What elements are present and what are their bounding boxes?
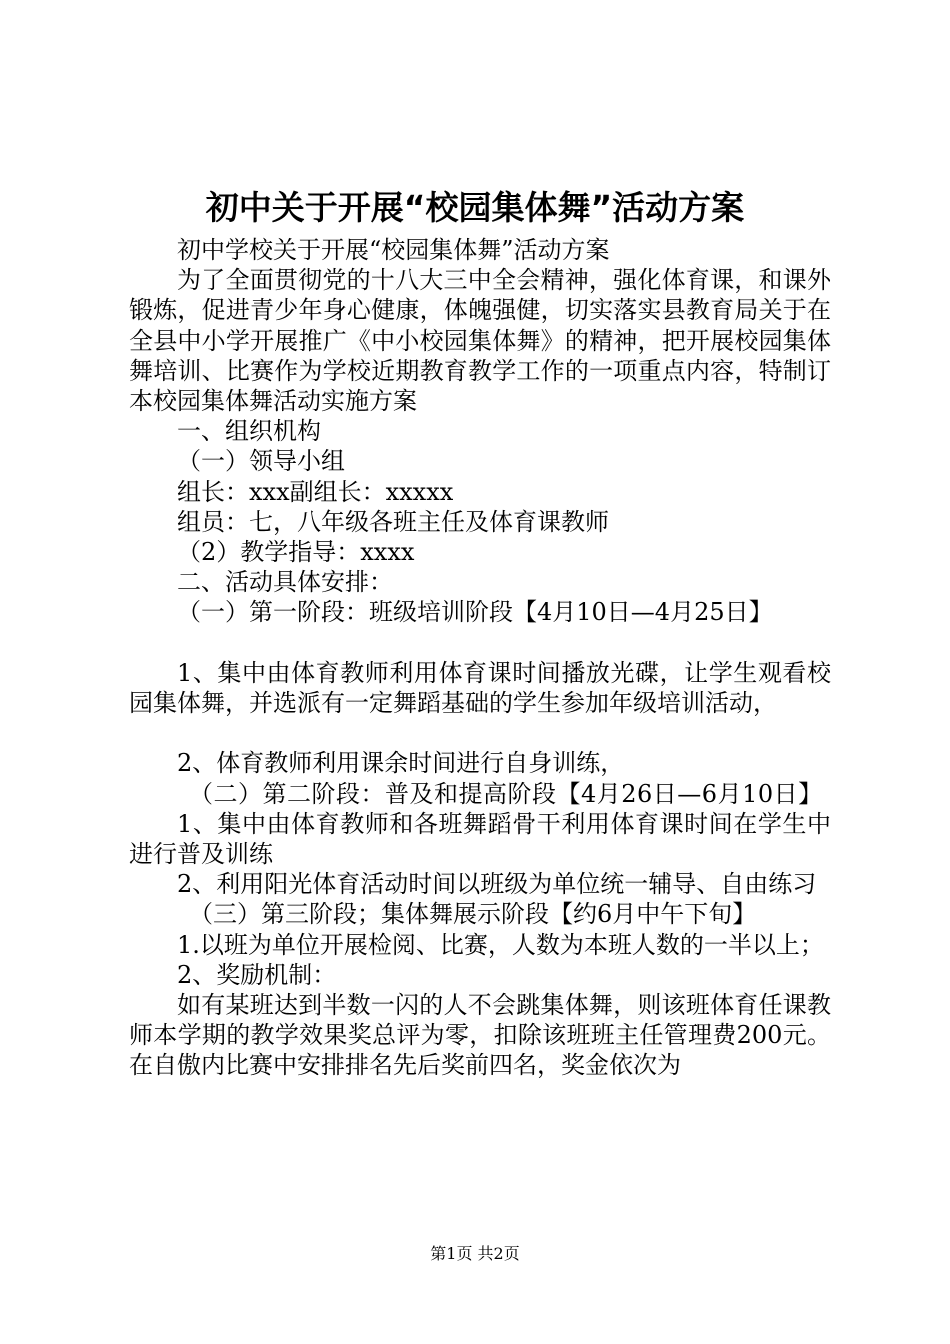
subheading-stage-one: （一）第一阶段：班级培训阶段【4月10日—4月25日】 — [177, 598, 773, 627]
document-title: 初中关于开展“校园集体舞”活动方案 — [205, 188, 745, 227]
paragraph-stage-one-item-1: 1、集中由体育教师利用体育课时间播放光碟，让学生观看校园集体舞，并选派有一定舞蹈基础的学生参加年级培训活动， — [129, 658, 831, 718]
paragraph-reward: 如有某班达到半数一闪的人不会跳集体舞，则该班体育任课教师本学期的教学效果奖总评为零，扣除该班班主任管理费200元。在自傲内比赛中安排排名先后奖前四名，奖金依次为 — [129, 991, 831, 1080]
paragraph-subtitle: 初中学校关于开展“校园集体舞”活动方案 — [177, 236, 610, 264]
paragraph-stage-two-item-1: 1、集中由体育教师和各班舞蹈骨干利用体育课时间在学生中进行普及训练 — [129, 809, 831, 869]
paragraph-guidance: （2）教学指导：xxxx — [177, 538, 415, 567]
blank-line — [129, 628, 831, 658]
subheading-leadership: （一）领导小组 — [177, 447, 345, 476]
blank-line — [129, 718, 831, 748]
subheading-stage-three: （三）第三阶段；集体舞展示阶段【约6月中午下旬】 — [189, 900, 757, 929]
paragraph-leaders: 组长：xxx副组长：xxxxx — [177, 477, 454, 506]
paragraph-stage-two-item-2: 2、利用阳光体育活动时间以班级为单位统一辅导、自由练习 — [177, 870, 817, 899]
paragraph-intro: 为了全面贯彻党的十八大三中全会精神，强化体育课，和课外锻炼，促进青少年身心健康，体魄强健，切实落实县教育局关于在全县中小学开展推广《中小校园集体舞》的精神，把开展校园集体舞培训、比赛作为学校近期教育教学工作的一项重点内容，特制订本校园集体舞活动实施方案 — [129, 266, 831, 416]
paragraph-members: 组员：七，八年级各班主任及体育课教师 — [177, 507, 609, 536]
paragraph-stage-one-item-2: 2、体育教师利用课余时间进行自身训练， — [177, 749, 625, 778]
paragraph-stage-three-item-1: 1.以班为单位开展检阅、比赛，人数为本班人数的一半以上； — [177, 930, 824, 959]
heading-organization: 一、组织机构 — [177, 417, 321, 446]
heading-arrangement: 二、活动具体安排： — [177, 568, 393, 597]
document-body — [129, 235, 831, 1081]
page-footer: 第1页 共2页 — [430, 1244, 520, 1263]
heading-reward: 2、奖励机制： — [177, 960, 337, 989]
subheading-stage-two: （二）第二阶段：普及和提高阶段【4月26日—6月10日】 — [189, 779, 823, 808]
